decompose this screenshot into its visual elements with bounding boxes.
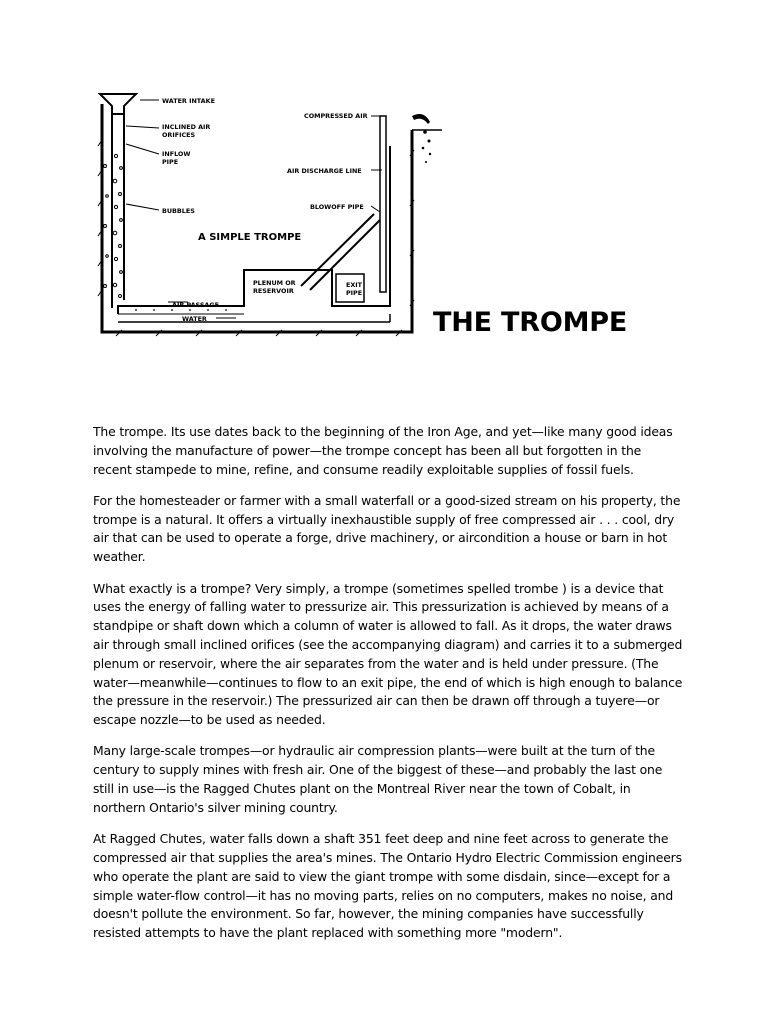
label-inclined-air-orifices: INCLINED AIR: [162, 123, 211, 131]
paragraph: The trompe. Its use dates back to the beginning of the Iron Age, and yet—like many good ideas involving the manufacture of power—the trompe concept has been all but forgotten in the recent stampede to mine, refine, and consume readily exploitable supplies of fossil fuels.: [93, 424, 673, 477]
label-exit-pipe-2: PIPE: [346, 289, 363, 297]
trompe-diagram-drawing: [96, 86, 442, 340]
article-body: [93, 423, 683, 955]
water-intake-funnel: [100, 94, 136, 114]
label-water-intake: WATER INTAKE: [162, 97, 215, 105]
air-passage-dots: [135, 309, 227, 311]
label-inflow-pipe-2: PIPE: [162, 158, 179, 166]
page-title: THE TROMPE: [433, 307, 628, 338]
paragraph: For the homesteader or farmer with a small waterfall or a good-sized stream on his property, the trompe is a natural. It offers a virtually inexhaustible supply of free compressed air . . . cool, dry air that can be used to operate a forge, drive machinery, or aircondition a house or barn in hot weather.: [93, 492, 681, 565]
label-blowoff-pipe: BLOWOFF PIPE: [310, 203, 364, 211]
paragraph: At Ragged Chutes, water falls down a shaft 351 feet deep and nine feet across to generate the compressed air that supplies the area's mines. The Ontario Hydro Electric Commission engineers who operate the plant are said to view the giant trompe with some disdain, since—except for a simple water-flow control—it has no moving parts, relies on no computers, makes no noise, and doesn't pollute the environment. So far, however, the mining companies have successfully resisted attempts to have the plant replaced with something more "modern".: [93, 831, 682, 941]
label-inclined-air-orifices-2: ORIFICES: [162, 131, 196, 139]
label-air-passage: AIR PASSAGE: [172, 301, 219, 309]
outflow-drops: [412, 114, 431, 163]
label-plenum-reservoir-2: RESERVOIR: [253, 287, 294, 295]
label-plenum-reservoir: PLENUM OR: [253, 279, 296, 287]
label-air-discharge-line: AIR DISCHARGE LINE: [287, 167, 362, 175]
label-compressed-air: COMPRESSED AIR: [304, 112, 368, 120]
label-bubbles: BUBBLES: [162, 207, 195, 215]
trompe-diagram: [96, 86, 442, 340]
label-inflow-pipe: INFLOW: [162, 150, 191, 158]
label-exit-pipe: EXIT: [346, 281, 363, 289]
diagram-title: A SIMPLE TROMPE: [198, 232, 302, 243]
label-water: WATER: [182, 315, 207, 323]
paragraph: Many large-scale trompes—or hydraulic air compression plants—were built at the turn of the century to supply mines with fresh air. One of the biggest of these—and probably the last one still in use—is the Ragged Chutes plant on the Montreal River near the town of Cobalt, in northern Ontario's silver mining country.: [93, 743, 663, 815]
outer-wall: [102, 104, 412, 332]
paragraph: What exactly is a trompe? Very simply, a trompe (sometimes spelled trombe ) is a device that uses the energy of falling water to pressurize air. This pressurization is achieved by means of a standpipe or shaft down which a column of water is allowed to fall. As it drops, the water draws air through small inclined orifices (see the accompanying diagram) and carries it to a submerged plenum or reservoir, where the air separates from the water and is held under pressure. (The water—meanwhile—continues to flow to an exit pipe, the end of which is high enough to balance the pressure in the reservoir.) The pressurized air can then be drawn off through a tuyere—or escape nozzle—to be used as needed.: [93, 580, 683, 728]
air-discharge-line: [380, 116, 386, 292]
